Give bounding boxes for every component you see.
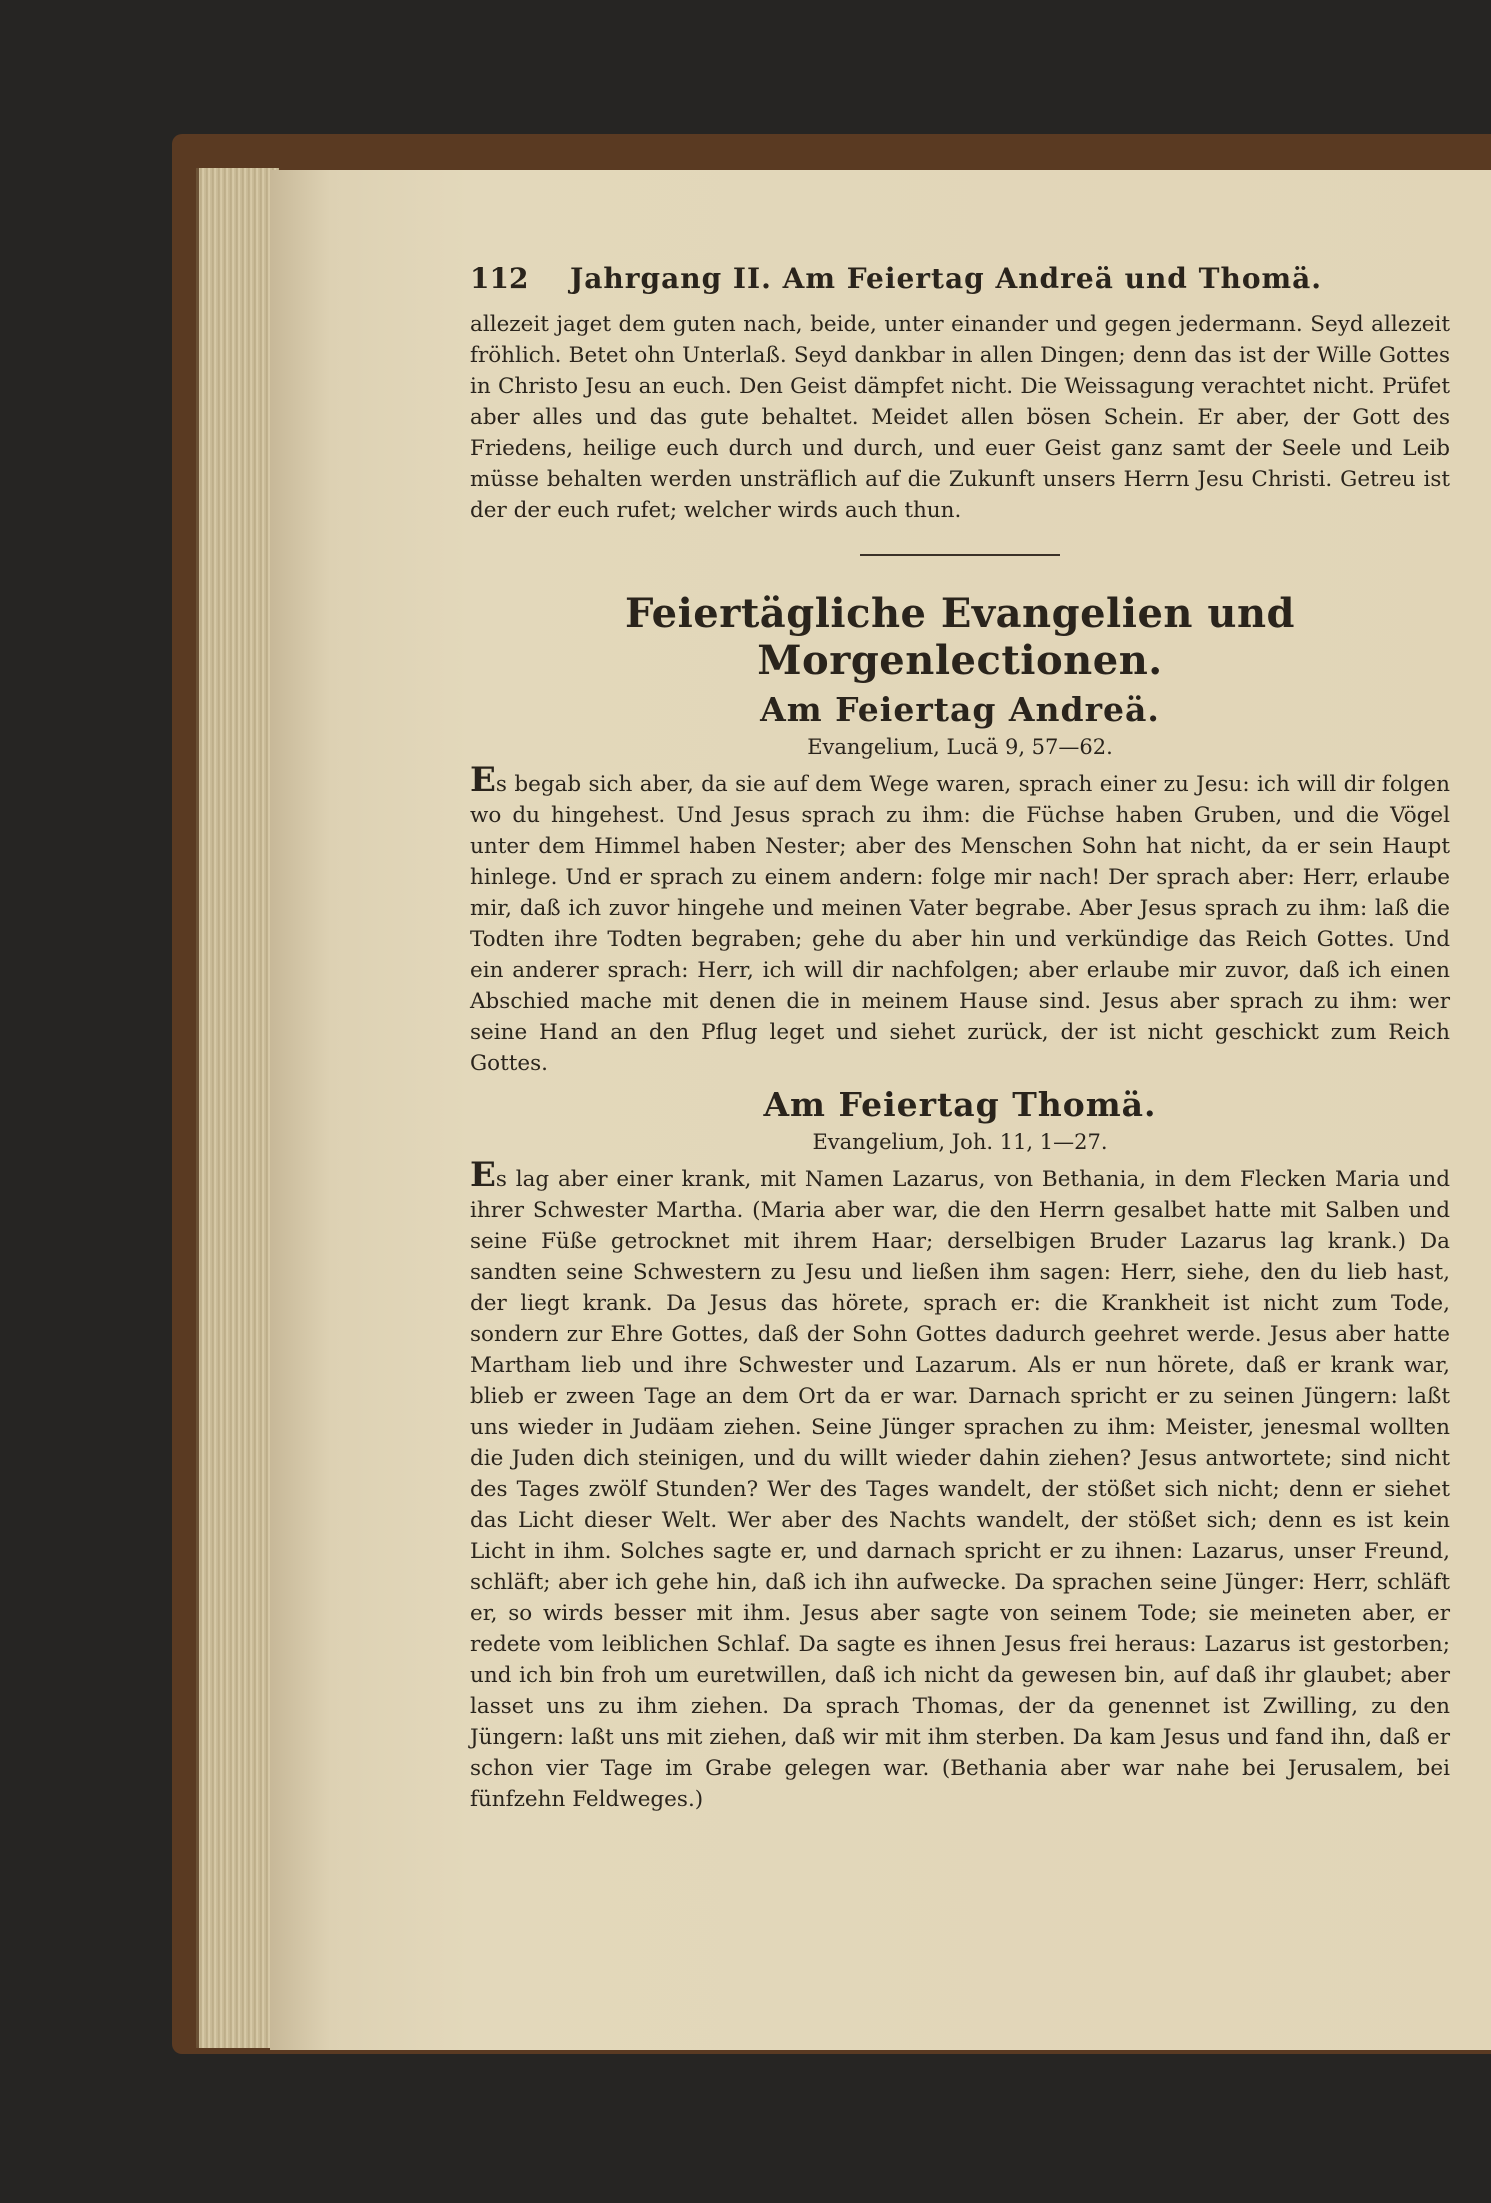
- running-title: Jahrgang II. Am Feiertag Andreä und Thomä.: [570, 262, 1323, 295]
- main-heading: Feiertägliche Evangelien und Morgenlectionen.: [624, 590, 1296, 684]
- section-heading-andreae: Am Feiertag Andreä.: [760, 690, 1160, 729]
- section-divider: [860, 554, 1060, 556]
- gospel-text-andreae: Es begab sich aber, da sie auf dem Wege waren, sprach einer zu Jesu: ich will dir folgen wo du hingehest. Und Jesus sprach zu ihm: die Füchse haben Gruben, und die Vögel unter dem Himmel haben Nester; aber des Menschen Sohn hat nicht, da er sein Haupt hinlege. Und er sprach zu einem andern: folge mir nach! Der sprach aber: Herr, erlaube mir, daß ich zuvor hingehe und meinen Vater begrabe. Aber Jesus sprach zu ihm: laß die Todten ihre Todten begraben; gehe du aber hin und verkündige das Reich Gottes. Und ein anderer sprach: Herr, ich will dir nachfolgen; aber erlaube mir zuvor, daß ich einen Abschied mache mit denen die in meinem Hause sind. Jesus aber sprach zu ihm: wer seine Hand an den Pflug leget und siehet zurück, der ist nicht geschickt zum Reich Gottes.: [470, 760, 1450, 1076]
- page-edges: [196, 168, 279, 2048]
- running-head: [470, 262, 1450, 295]
- page-content: [470, 262, 1450, 1815]
- gospel-text-thomae: Es lag aber einer krank, mit Namen Lazarus, von Bethania, in dem Flecken Maria und ihrer Schwester Martha. (Maria aber war, die den Herrn gesalbet hatte mit Salben und seine Füße getrocknet mit ihrem Haar; derselbigen Bruder Lazarus lag krank.) Da sandten seine Schwestern zu Jesu und ließen ihm sagen: Herr, siehe, den du lieb hast, der liegt krank. Da Jesus das hörete, sprach er: die Krankheit ist nicht zum Tode, sondern zur Ehre Gottes, daß der Sohn Gottes dadurch geehret werde. Jesus aber hatte Martham lieb und ihre Schwester und Lazarum. Als er nun hörete, daß er krank war, blieb er zween Tage an dem Ort da er war. Darnach spricht er zu seinen Jüngern: laßt uns wieder in Judäam ziehen. Seine Jünger sprachen zu ihm: Meister, jenesmal wollten die Juden dich steinigen, und du willt wieder dahin ziehen? Jesus antwortete; sind nicht des Tages zwölf Stunden? Wer des Tages wandelt, der stößet sich nicht; denn er siehet das Licht dieser Welt. Wer aber des Nachts wandelt, der stößet sich; denn es ist kein Licht in ihm. Solches sagte er, und darnach spricht er zu ihnen: Lazarus, unser Freund, schläft; aber ich gehe hin, daß ich ihn aufwecke. Da sprachen seine Jünger: Herr, schläft er, so wirds besser mit ihm. Jesus aber sagte von seinem Tode; sie meineten aber, er redete vom leiblichen Schlaf. Da sagte es ihnen Jesus frei heraus: Lazarus ist gestorben; und ich bin froh um euretwillen, daß ich nicht da gewesen bin, auf daß ihr glaubet; aber lasset uns zu ihm ziehen. Da sprach Thomas, der da genennet ist Zwilling, zu den Jüngern: laßt uns mit ziehen, daß wir mit ihm sterben. Da kam Jesus und fand ihn, daß er schon vier Tage im Grabe gelegen war. (Bethania aber war nahe bei Jerusalem, bei fünfzehn Feldweges.): [470, 1155, 1450, 1812]
- intro-paragraph: allezeit jaget dem guten nach, beide, unter einander und gegen jedermann. Seyd allezeit fröhlich. Betet ohn Unterlaß. Seyd dankbar in allen Dingen; denn das ist der Wille Gottes in Christo Jesu an euch. Den Geist dämpfet nicht. Die Weissagung verachtet nicht. Prüfet aber alles und das gute behaltet. Meidet allen bösen Schein. Er aber, der Gott des Friedens, heilige euch durch und durch, und euer Geist ganz samt der Seele und Leib müsse behalten werden unsträflich auf die Zukunft unsers Herrn Jesu Christi. Getreu ist der der euch rufet; welcher wirds auch thun.: [470, 312, 1450, 523]
- section-heading-thomae: Am Feiertag Thomä.: [763, 1085, 1157, 1124]
- scripture-reference-andreae: Evangelium, Lucä 9, 57—62.: [807, 735, 1113, 759]
- scripture-reference-thomae: Evangelium, Joh. 11, 1—27.: [812, 1130, 1108, 1154]
- page-number: 112: [470, 262, 529, 295]
